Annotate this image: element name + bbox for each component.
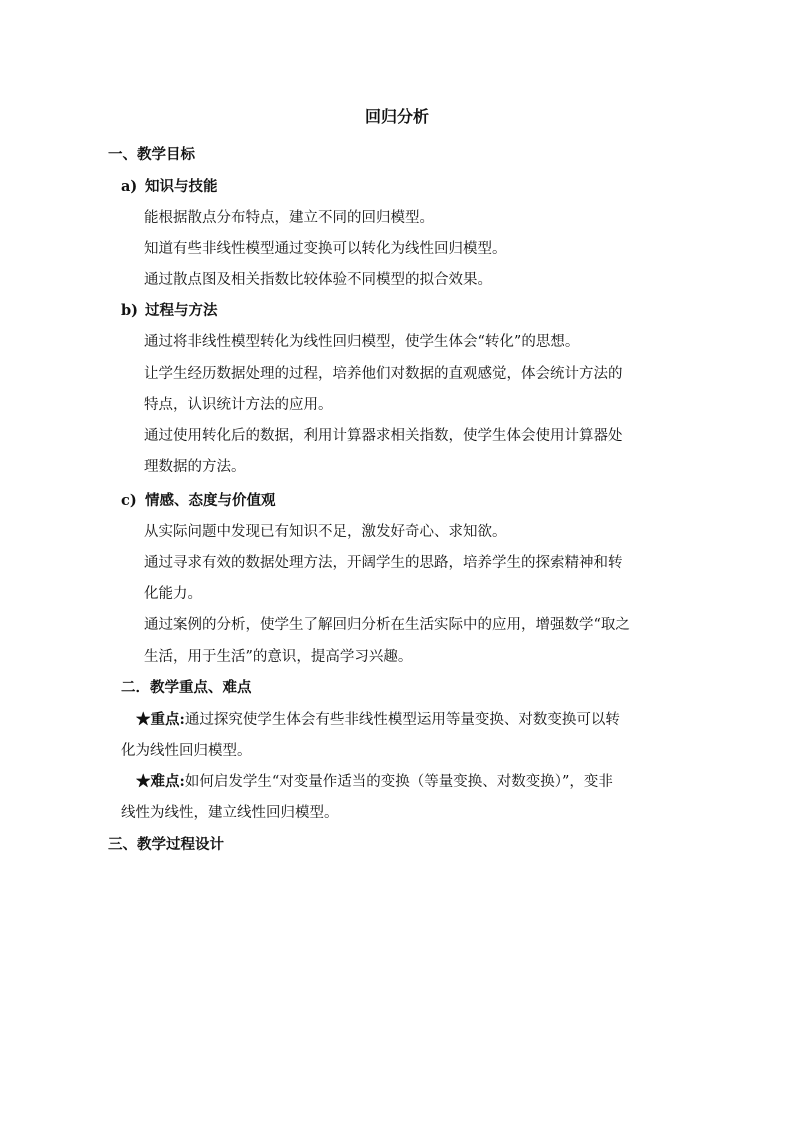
paragraph-line: 生活，用于生活”的意识，提高学习兴趣。 [144, 649, 413, 665]
document-title: 回归分析 [364, 107, 429, 126]
paragraph-line: 能根据散点分布特点，建立不同的回归模型。 [144, 210, 434, 226]
paragraph-line: 通过寻求有效的数据处理方法，开阔学生的思路，培养学生的探索精神和转 [144, 555, 623, 571]
difficulty-line [136, 772, 613, 792]
subsection-title: 知识与技能 [145, 178, 218, 195]
difficulty-text: 如何启发学生“对变量作适当的变换（等量变换、对数变换）”，变非 [184, 774, 613, 790]
key-point-text: 通过探究使学生体会有些非线性模型运用等量变换、对数变换可以转 [184, 712, 620, 728]
key-point-line [136, 710, 620, 730]
paragraph-line: 通过案例的分析，使学生了解回归分析在生活实际中的应用，增强数学“取之 [144, 617, 630, 633]
paragraph-line: 理数据的方法。 [144, 459, 246, 475]
subsection-title: 过程与方法 [145, 302, 218, 319]
paragraph-line: 通过使用转化后的数据，利用计算器求相关指数，使学生体会使用计算器处 [144, 428, 623, 444]
subsection-letter: c) [121, 492, 137, 509]
subsection-process-methods [121, 301, 218, 321]
paragraph-line: 化能力。 [144, 586, 202, 602]
paragraph-line: 让学生经历数据处理的过程，培养他们对数据的直观感觉，体会统计方法的 [144, 366, 623, 382]
paragraph-line: 化为线性回归模型。 [121, 743, 252, 759]
paragraph-line: 特点，认识统计方法的应用。 [144, 397, 333, 413]
section-heading-objectives: 一、教学目标 [108, 146, 195, 163]
difficulty-label: ★难点: [136, 773, 185, 790]
subsection-letter: a) [121, 178, 138, 195]
section-heading-process-design: 三、教学过程设计 [108, 836, 224, 853]
key-point-label: ★重点: [136, 711, 185, 728]
paragraph-line: 通过散点图及相关指数比较体验不同模型的拟合效果。 [144, 272, 492, 288]
subsection-knowledge-skills [121, 177, 218, 197]
paragraph-line: 通过将非线性模型转化为线性回归模型，使学生体会“转化”的思想。 [144, 334, 580, 350]
subsection-title: 情感、态度与价值观 [145, 492, 276, 509]
subsection-letter: b) [121, 302, 138, 319]
section-heading-key-points: 二．教学重点、难点 [121, 679, 252, 696]
paragraph-line: 知道有些非线性模型通过变换可以转化为线性回归模型。 [144, 241, 507, 257]
subsection-attitudes-values [121, 491, 276, 511]
paragraph-line: 线性为线性，建立线性回归模型。 [121, 805, 339, 821]
paragraph-line: 从实际问题中发现已有知识不足，激发好奇心、求知欲。 [144, 524, 507, 540]
